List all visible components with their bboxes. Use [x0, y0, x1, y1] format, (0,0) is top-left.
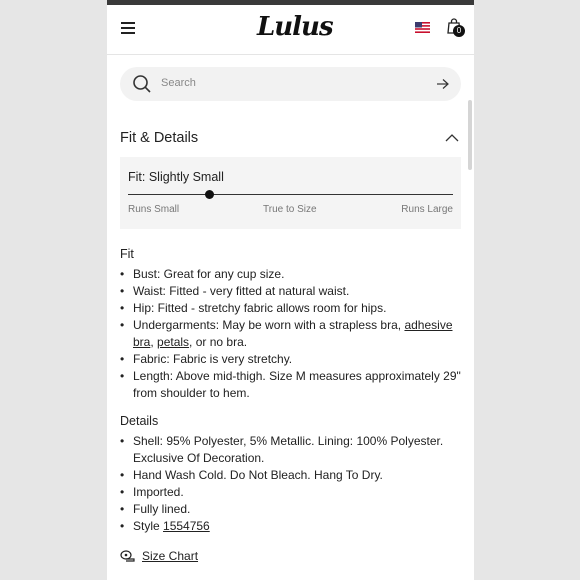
petals-link[interactable]: petals — [157, 335, 190, 349]
left-backdrop — [0, 0, 107, 580]
undergarments-text: Undergarments: May be worn with a strapless bra, — [133, 318, 405, 332]
fit-scale-runs-small: Runs Small — [128, 204, 180, 215]
details-list — [120, 433, 465, 535]
product-page — [107, 0, 474, 580]
list-item — [120, 518, 465, 535]
fit-indicator-dot — [205, 190, 214, 199]
details-heading: Details — [120, 414, 159, 428]
separator-text: , — [150, 335, 158, 349]
search-bar[interactable] — [120, 67, 461, 101]
fit-details-title[interactable]: Fit & Details — [120, 130, 199, 146]
list-item: • Imported. — [120, 484, 465, 501]
cart-count-badge: 0 — [453, 25, 465, 37]
list-item: • Waist: Fitted - very fitted at natural waist. — [120, 283, 465, 300]
style-prefix: Style — [133, 519, 164, 533]
adhesive-bra-link[interactable]: adhesive bra — [133, 318, 453, 349]
right-backdrop — [473, 0, 580, 580]
site-logo[interactable]: Lulus — [257, 12, 333, 42]
undergarments-suffix: , or no bra. — [189, 335, 248, 349]
scrollbar[interactable] — [468, 100, 472, 170]
fit-scale-runs-large: Runs Large — [401, 204, 453, 215]
size-chart-link[interactable]: Size Chart — [142, 549, 199, 563]
fit-heading: Fit — [120, 247, 134, 261]
list-item: • Hip: Fitted - stretchy fabric allows room for hips. — [120, 300, 465, 317]
product-description — [120, 246, 465, 546]
fit-list — [120, 266, 465, 402]
list-item: • Hand Wash Cold. Do Not Bleach. Hang To Dry. — [120, 467, 465, 484]
hamburger-menu-icon[interactable] — [121, 22, 135, 34]
us-flag-icon[interactable] — [415, 22, 430, 33]
list-item: • Length: Above mid-thigh. Size M measures approximately 29" from shoulder to hem. — [120, 368, 465, 402]
fit-scale-line — [128, 194, 453, 195]
fit-scale-box — [120, 157, 461, 229]
list-item: • Fully lined. — [120, 501, 465, 518]
list-item: • Shell: 95% Polyester, 5% Metallic. Lining: 100% Polyester. Exclusive Of Decoration. — [120, 433, 465, 467]
list-item: • Fabric: Fabric is very stretchy. — [120, 351, 465, 368]
measuring-tape-icon — [120, 550, 135, 562]
list-item — [120, 317, 465, 351]
list-item: • Bust: Great for any cup size. — [120, 266, 465, 283]
arrow-right-icon[interactable] — [436, 78, 449, 90]
style-number-link[interactable]: 1554756 — [163, 519, 210, 533]
site-header — [107, 5, 474, 55]
fit-label: Fit: Slightly Small — [128, 170, 224, 184]
search-input[interactable]: Search — [161, 77, 196, 89]
chevron-up-icon[interactable] — [445, 133, 459, 142]
search-icon — [132, 74, 152, 94]
fit-scale-true-to-size: True to Size — [263, 204, 317, 215]
